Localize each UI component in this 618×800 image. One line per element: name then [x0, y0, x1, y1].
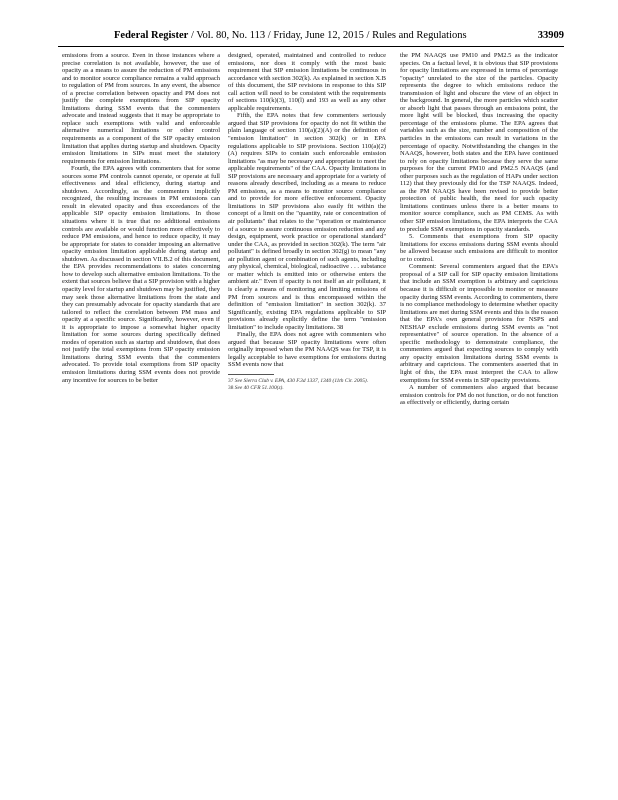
paragraph: the PM NAAQS use PM10 and PM2.5 as the indicator species. On a factual level, it is obvious that SIP provisions for opacity limitations are expressed in terms of percentage "opacity" unrelated to the size of the particles. Opacity represents the degree to which emissions reduce the transmission of light and obscure the view of an object in the background. In general, the more particles which scatter or absorb light that passes through an emissions point, the more light will be blocked, thus increasing the opacity percentage of the emissions plume. The EPA agrees that variables such as the size, number and composition of the particles in the emissions can result in variations in the percentage of opacity. Notwithstanding the changes in the NAAQS, however, both states and the EPA have continued to rely on opacity limitations because they serve the same purposes for the current PM10 and PM2.5 NAAQS (and other purposes such as the regulation of HAPs under section 112) that they previously did for the TSP NAAQS. Indeed, as the PM NAAQS have been revised to provide better protection of public health, the need for such opacity limitations continues unless there is a better means to monitor source compliance, such as PM CEMS. As with other SIP emission limitations, the EPA interprets the CAA to preclude SSM exemptions in opacity standards. — [400, 52, 558, 233]
section-heading: 5. Comments that exemptions from SIP opacity limitations for excess emissions during SSM events should be allowed because such emissions are difficult to monitor or to control. — [400, 233, 558, 263]
page-header — [58, 30, 564, 44]
paragraph: designed, operated, maintained and controlled to reduce emissions, nor does it comply with the most basic requirement that SIP emission limitations be continuous in accordance with section 302(k). As explained in section X.B of this document, the SIP revisions in response to this SIP call action will need to be consistent with the requirements of sections 110(k)(3), 110(l) and 193 as well as any other applicable requirements. — [228, 52, 386, 112]
issue-info: / Vol. 80, No. 113 / Friday, June 12, 2015 / Rules and Regulations — [188, 30, 467, 41]
page-number: 33909 — [537, 30, 564, 41]
paragraph: Fourth, the EPA agrees with commenters that for some sources some PM controls cannot operate, or operate at full effectiveness and ideal efficiency, during startup and shutdown. Accordingly, as the commenters implicitly recognized, the resulting increases in PM emissions can result in elevated opacity and thus exceedances of the applicable SIP opacity emission limitations. In those situations where it is true that no additional emissions controls are available or would function more effectively to reduce PM emissions, and hence to reduce opacity, it may be appropriate for states to consider imposing an alternative opacity emission limitation applicable during startup and shutdown. As discussed in section VII.B.2 of this document, the EPA provides recommendations to states concerning how to develop such alternative emission limitations. To the extent that sources believe that a SIP provision with a higher opacity level for startup and shutdown may be justified, they may seek those alternative limitations from the state and they can presumably advocate for opacity standards that are tailored to reflect the correlation between PM mass and opacity at a specific source. Significantly, however, even if it is appropriate to impose a somewhat higher opacity limitation for some sources during specifically defined modes of operation such as startup and shutdown, that does not justify the total exemptions from SIP opacity emission limitations during SSM events that the commenters advocated. To provide total exemptions from SIP opacity emission limitations during SSM events does not provide any incentive for sources to be better — [62, 165, 220, 384]
header-title-line — [114, 30, 467, 41]
paragraph: emissions from a source. Even in those instances where a precise correlation is not available, however, the use of opacity as a means to assure the reduction of PM emissions and to monitor source compliance remains a valid approach to regulation of PM from sources. In any event, the absence of a precise correlation between opacity and PM does not justify the complete exemptions from SIP opacity limitations during SSM events that the commenters advocate and instead suggests that it may be appropriate to replace such exemptions with valid and enforceable alternative numerical limitations or other control requirements as a component of the SIP opacity emission limitation that applies during startup and shutdown. Opacity emission limitations in SIPs must meet the statutory requirements for emission limitations. — [62, 52, 220, 165]
paragraph: A number of commenters also argued that because emission controls for PM do not function, or do not function as effectively or efficiently, during certain — [400, 384, 558, 407]
paragraph: Finally, the EPA does not agree with commenters who argued that because SIP opacity limitations were often originally imposed when the PM NAAQS was for TSP, it is legally acceptable to have exemptions for emissions during SSM events now that — [228, 331, 386, 369]
text-column-1 — [62, 52, 220, 752]
footnote-37: 37 See Sierra Club v. EPA, 430 F.3d 1337, 1340 (11th Cir. 2005). — [228, 377, 369, 384]
paragraph: Comment: Several commenters argued that the EPA's proposal of a SIP call for SIP opacity emission limitations that include an SSM exemption is arbitrary and capricious because it is difficult or impossible to monitor or measure opacity during SSM events. According to commenters, there is no compliance methodology to determine whether opacity limitations are met during SSM events and this is the reason that the EPA's own general provisions for NSPS and NESHAP exclude emissions during SSM events as "not representative" of source operation. In the absence of a specific methodology to demonstrate compliance, the commenters argued that expecting sources to comply with any opacity emission limitations during SSM events is arbitrary and capricious. The commenters asserted that in light of this, the EPA must interpret the CAA to allow exemptions for SSM events in SIP opacity provisions. — [400, 263, 558, 384]
footnote-rule — [228, 374, 274, 375]
text-column-3 — [400, 52, 558, 752]
paragraph: Fifth, the EPA notes that few commenters seriously argued that SIP provisions for opacity do not fit within the plain language of section 110(a)(2)(A) or the definition of "emission limitation" in section 302(k) or in EPA regulations applicable to SIP provisions. Section 110(a)(2)(A) requires SIPs to contain such enforceable emission limitations "as may be necessary and appropriate to meet the applicable requirements" of the CAA. Opacity limitations in SIP provisions are necessary and appropriate for a variety of reasons already described, including as a means to reduce PM emissions, as a means to monitor source compliance and to provide for more effective enforcement. Opacity limitations in SIP provisions also easily fit within the concept of a limit on the "quantity, rate or concentration of air pollutants" that relates to the "operation or maintenance of a source to assure continuous emission reduction and any design, equipment, work practice or operational standard" under the CAA, as provided in section 302(k). The term "air pollutant" is defined broadly in section 302(g) to mean "any air pollution agent or combination of such agents, including any physical, chemical, biological, radioactive . . . substance or matter which is emitted into or otherwise enters the ambient air." Even if opacity is not itself an air pollutant, it is clearly a means of monitoring and limiting emissions of PM from sources and is thus encompassed within the definition of "emission limitation" in section 302(k). 37 Significantly, existing EPA regulations applicable to SIP provisions already explicitly define the term "emission limitation" to include opacity limitations. 38 — [228, 112, 386, 331]
footnote-38: 38 See 40 CFR 51.100(z). — [228, 384, 284, 391]
text-column-2 — [228, 52, 386, 752]
header-rule — [58, 46, 564, 47]
publication-title: Federal Register — [114, 30, 189, 41]
